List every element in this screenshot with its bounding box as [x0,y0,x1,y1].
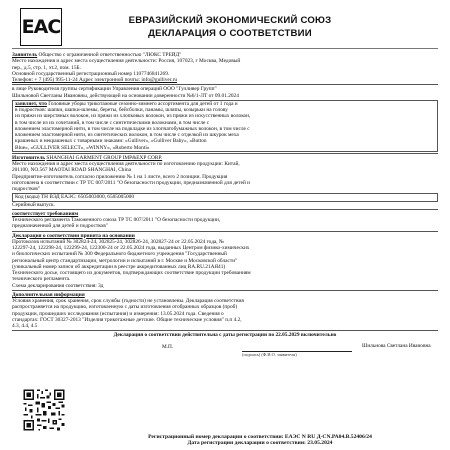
product-line-3: в том числе из их сочетаний, в том числе с синтетическими волокнами, в том числе с [15,119,210,126]
product-line-5: вложением эластомерной нити, из синтетических волокон, в том числе с отделкой из шкурок меха [15,132,239,138]
additional-line-3: стандартах: ГОСТ 30327-2013 "Изделия трикотажные детские. Общие технические условия" п.п 4.2, [12,316,242,323]
serial-release-line: Серийный выпуск. [12,201,55,208]
tnved-code-line: Код (коды) ТН ВЭД ЕАЭС: 6505003000, 6505005000 [15,194,135,201]
registration-number: Регистрационный номер декларации о соответствии: ЕАЭС N RU Д-CN.РА04.В.52406/24 [148,434,372,440]
scheme-line: Схема декларирования соответствия: 3д [12,282,104,289]
basis-line-3: региональный центр стандартизации, метрологии и испытаний в г. Москве и Московской области" [12,257,238,264]
additional-line-0: Условия хранения, срок хранения, срок службы (годности) не установлены. Декларация соответствия [12,298,244,304]
validity-line: Декларация о соответствии действительна с даты регистрации по 22.05.2029 включительно [113,332,337,339]
basis-line-4: (уникальный номер записи об аккредитации в реестре аккредитованных лиц RA.RU.21АЯ41) [12,263,226,270]
product-section [12,100,438,152]
basis-line-2: и биологических испытаний № 300 Федерального бюджетного учреждения "Государственный [12,251,227,258]
product-line-0: заявляет, что Головные уборы трикотажные сезонно-зимнего ассортимента для детей от 1 года и [15,100,238,107]
rep-line-0: в лице Руководителя группы сертификации Управления операций ООО "Гулливер Групп" [12,86,217,93]
requirements-line-0: Технического регламента Таможенного союза ТР ТС 007/2011 "О безопасности продукции, [12,217,221,223]
registration-block [12,434,438,446]
manufacturer-section [12,153,438,193]
applicant-section [12,52,438,83]
applicant-label: Заявитель [12,52,38,58]
basis-label: Декларация о соответствии принята на основании [12,232,135,239]
header-titles [62,15,438,39]
additional-line-4: 4.3, 4.4, 4.5 [12,323,38,329]
basis-line-1: 122297-24, 122298-24, 122299-24, 122300-24 от 22.05.2024 года, выданных Центром физико-химических [12,245,250,251]
manufacturer-line-1: 201100, NO.567 MAOTAI ROAD SHANGHAI, China [12,167,132,174]
eac-mark: EAC [20,8,62,46]
signature-line [242,343,352,352]
applicant-line-1: Место нахождения и адрес места осуществления деятельности: Россия, 107023, г Москва, Медовый [12,58,241,65]
requirements-line-1: предназначенной для детей и подростков" [12,223,108,230]
product-line-7: Blue», «GULLIVER SELECT», «WINNY», «Roberto Monti» [15,144,150,151]
rep-line-1: Шильновой Светланы Ивановны, действующей на основании доверенности №6/1-ЛТ от 09.01.2024 [12,92,239,99]
document-header [12,6,438,49]
manufacturer-line-4: подростков" [12,186,40,192]
manufacturer-line-name: Изготовитель SHANGHAI GARMENT GROUP IMP&EXP CORP. [12,154,163,161]
stamp-place-label: М.П. [162,343,174,350]
additional-info-label: Дополнительная информация [12,291,85,298]
basis-section [12,231,438,289]
qr-code-icon [22,388,66,432]
signatory-name: Шильнова Светлана Ивановна [362,342,431,349]
additional-info-section [12,290,438,330]
requirements-label: соответствует требованиям [12,210,79,217]
document-type-title: ДЕКЛАРАЦИЯ О СООТВЕТСТВИИ [148,28,312,39]
union-name: ЕВРАЗИЙСКИЙ ЭКОНОМИЧЕСКИЙ СОЮЗ [128,15,332,26]
additional-line-2: продукции, прошедших исследования (испытания) и измерения: 13.05.2024 года. Сведения о [12,310,224,317]
product-line-6: крашеных и некрашеных с товарными знаками: «Gulliver», «Gulliver Baby», «Button [15,138,207,145]
product-line-4: вложением эластомерной нити, в том числе на подкладке из хлопчатобумажных волокон, в том числе с [15,125,250,132]
signature-caption: (подпись) (Ф.И.О. заявителя) [242,351,297,357]
additional-line-1: распространяется на продукцию, изготовленную с даты изготовления отобранных образцов (проб) [12,304,238,311]
manufacturer-line-3: изготовлена в соответствии с ТР ТС 007/2011 "О безопасности продукции, предназначенной для детей и [12,179,251,186]
applicant-line-2: пер., д.5, стр. 1, эт.2, пом. 15Б. [12,64,81,71]
representative-section [12,84,438,99]
manufacturer-line-0: Место нахождения и адрес места осуществления деятельности по изготовлению продукции: Китай, [12,161,240,167]
product-line-2: из пряжи из шерстяных волокон, из пряжи из хлопковых волокон, из пряжи из искусственных волокон, [15,113,251,120]
manufacturer-label: Изготовитель [12,154,46,161]
applicant-line-0: Заявитель Общество с ограниченной ответственностью "ЛЮКС ТРЕЙД" [12,52,182,58]
basis-line-0: Протоколов испытаний № 302824-24, 302825-24, 302826-24, 302827-24 от 22.05.2024 года, № [12,238,225,245]
declares-label: заявляет, что [15,100,47,107]
basis-line-5: Технического досье, состоящего из документов, подтверждающих соответствие продукции требованиям [12,270,251,276]
requirements-section [12,209,438,230]
declaration-body [12,52,438,357]
registration-date: Дата регистрации декларации о соответствии: 23.05.2024 [187,440,333,446]
basis-line-6: технического регламента. [12,276,71,283]
manufacturer-line-2: Предприятие-изготовитель согласно приложению № 1 на 1 листе, всего 2 позиции. Продукция [12,173,228,180]
applicant-line-3: Основной государственный регистрационный номер 1107746841269. [12,70,170,77]
signature-row [12,341,438,357]
validity-section [12,330,438,338]
code-section [12,193,438,201]
product-line-1: в подростков: шапки, шапки-шлемы, береты, бейсболки, панамы, шляпы, козырьки на голову [15,107,228,113]
applicant-line-4: Телефон: + 7 (495) 995-11-24 Адрес электронной почты: info@gulliver.ru [12,77,178,83]
